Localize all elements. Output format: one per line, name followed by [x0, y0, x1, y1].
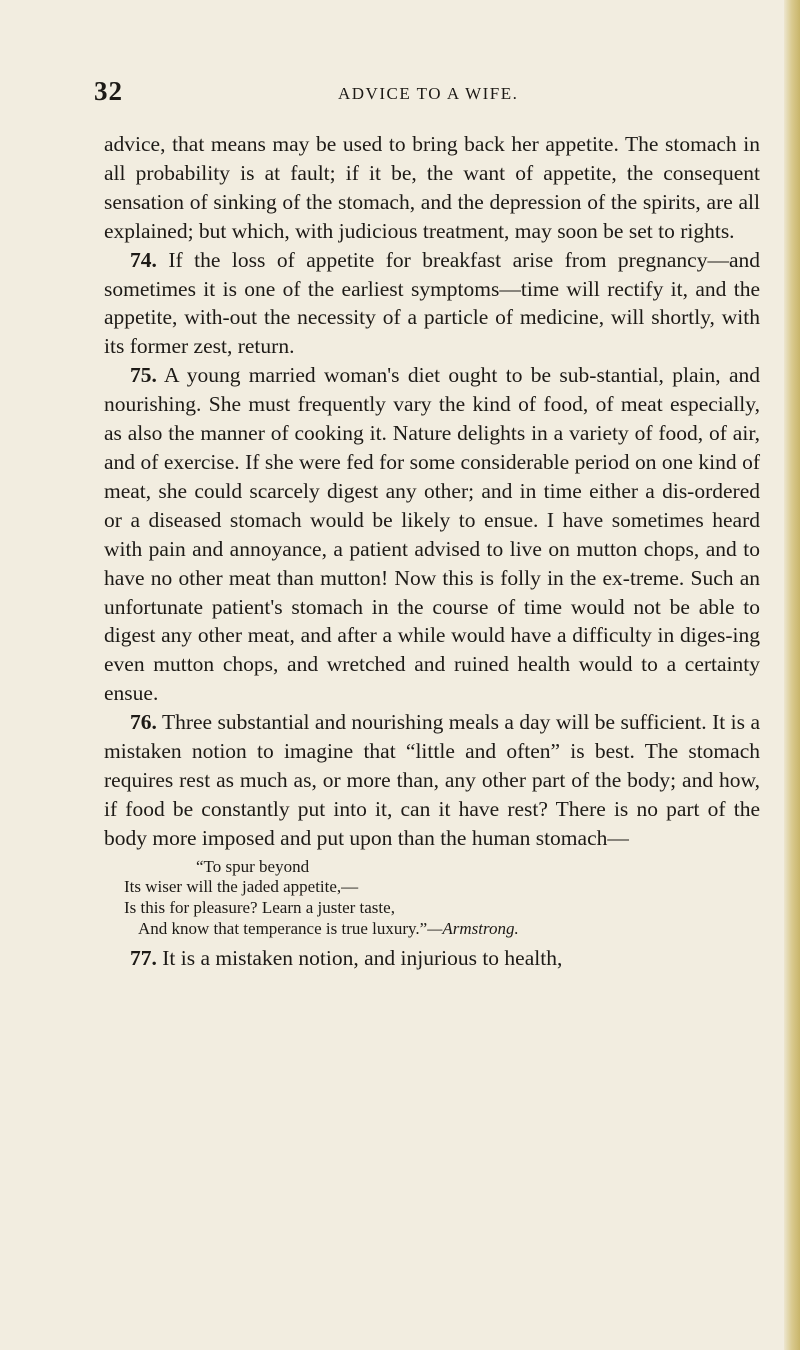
verse-attribution: —Armstrong. — [427, 919, 519, 939]
verse-line: And know that temperance is true luxury.” — [138, 919, 428, 939]
paragraph-74 — [104, 246, 760, 362]
paragraph-text: It is a mistaken notion, and injurious to health, — [162, 945, 563, 970]
paragraph-text: A young married woman's diet ought to be sub-stantial, plain, and nourishing. She must frequently vary the kind of food, of meat especially, as also the manner of cooking it. Nature delights in a variety of food, of air, and of exercise. If she were fed for some considerable period on one kind of meat, she could scarcely digest any other; and in time either a dis-ordered or a diseased stomach would be likely to ensue. I have sometimes heard with pain and annoyance, a patient advised to live on mutton chops, and to have no other meat than mutton! Now this is folly in the ex-treme. Such an unfortunate patient's stomach in the course of time would not be able to digest any other meat, and after a while would have a difficulty in diges-ing even mutton chops, and wretched and ruined health would to a certainty ensue. — [104, 363, 760, 706]
page-body — [104, 130, 760, 973]
page-edge-shadow — [784, 0, 800, 1350]
paragraph-75 — [104, 361, 760, 708]
verse-quote — [104, 857, 760, 940]
paragraph-continued — [104, 130, 760, 246]
paragraph-text: Three substantial and nourishing meals a day will be sufficient. It is a mistaken notion to imagine that “little and often” is best. The stomach requires rest as much as, or more than, any other part of the body; and how, if food be constantly put into it, can it have rest? There is no part of the body more imposed and put upon than the human stomach— — [104, 710, 760, 850]
verse-line-last — [104, 919, 760, 940]
paragraph-number: 74. — [130, 247, 157, 272]
paragraph-text: advice, that means may be used to bring back her appetite. The stomach in all probability is at fault; if it be, the want of appetite, the consequent sensation of sinking of the stomach, and the depression of the spirits, are all explained; but which, with judicious treatment, may soon be set to rights. — [104, 132, 760, 243]
paragraph-number: 76. — [130, 710, 157, 735]
paragraph-77 — [104, 944, 760, 973]
verse-line: Is this for pleasure? Learn a juster taste, — [124, 898, 395, 918]
page-number: 32 — [94, 76, 123, 106]
running-head: ADVICE TO A WIFE. — [338, 84, 519, 103]
paragraph-76 — [104, 708, 760, 853]
paragraph-number: 77. — [130, 945, 157, 970]
verse-line: “To spur beyond — [196, 856, 310, 876]
paragraph-number: 75. — [130, 363, 157, 388]
paragraph-text: If the loss of appetite for breakfast arise from pregnancy—and sometimes it is one of the earliest symptoms—time will rectify it, and the appetite, with-out the necessity of a particle of medicine, will shortly, with its former zest, return. — [104, 247, 760, 359]
verse-line: Its wiser will the jaded appetite,— — [124, 877, 359, 897]
